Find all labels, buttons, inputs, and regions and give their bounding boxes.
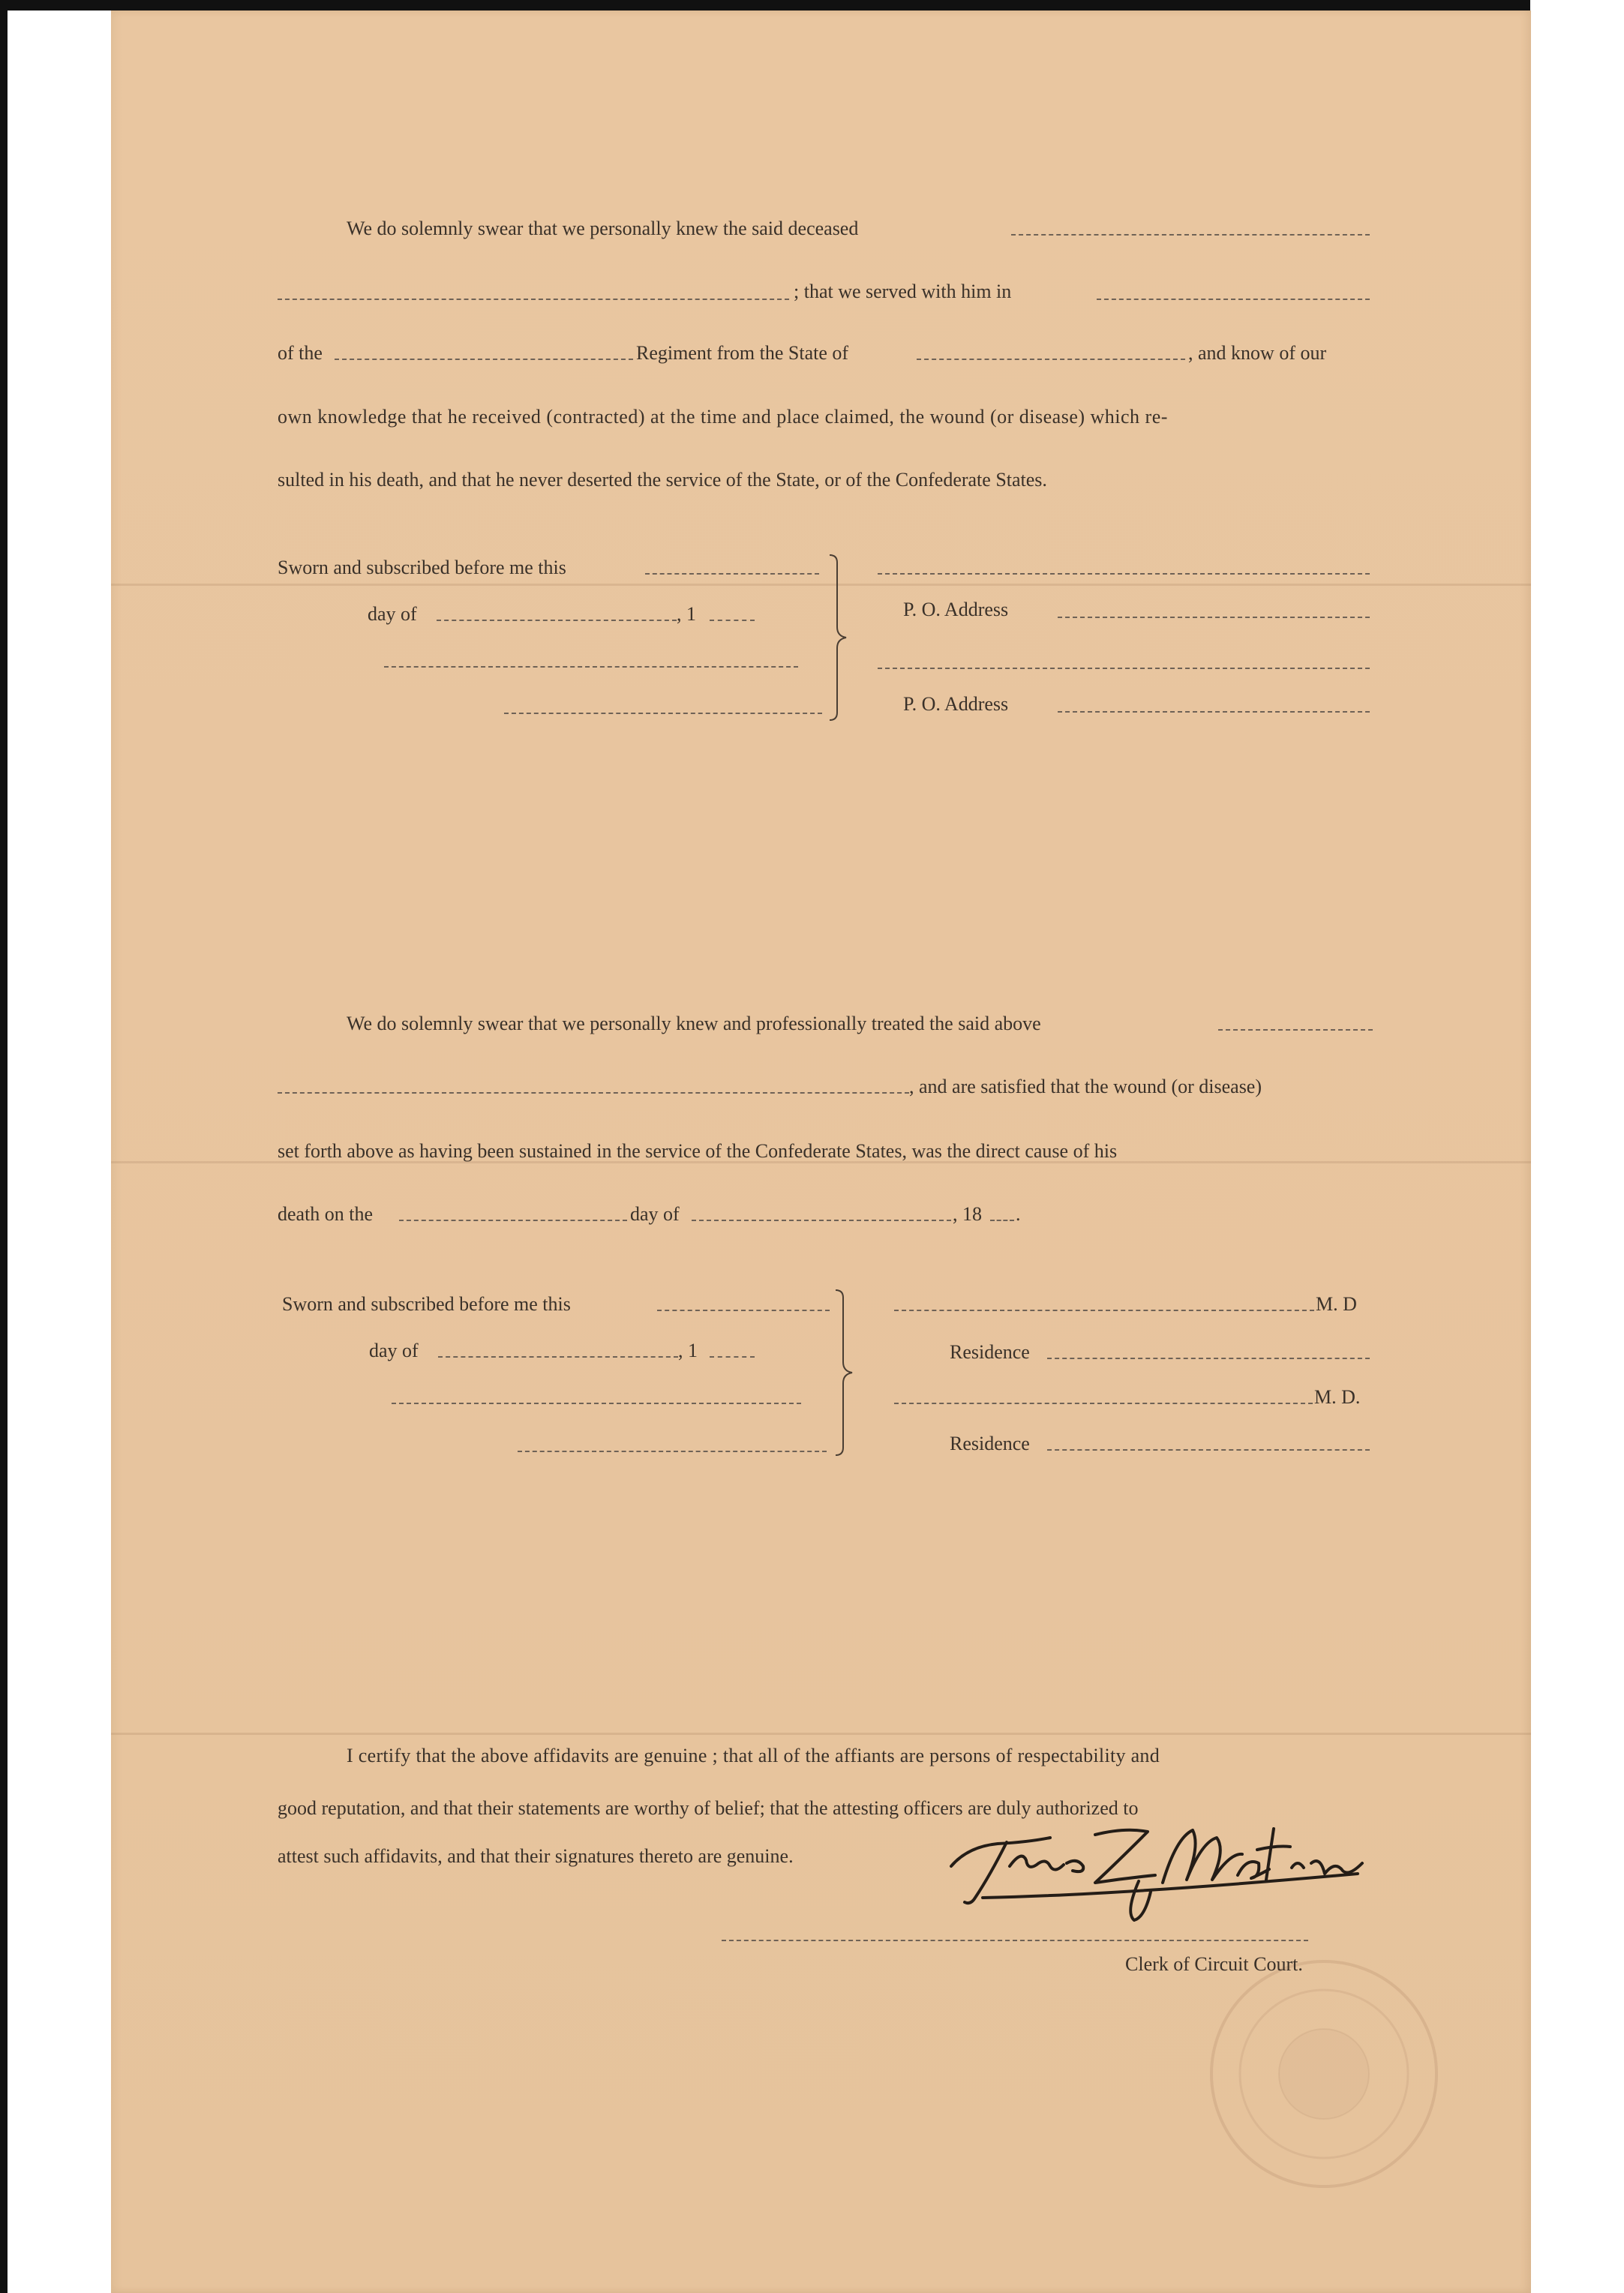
affidavit1-line3-a: of the xyxy=(278,342,323,364)
signature-text: Thos Z Martin xyxy=(938,1785,942,1786)
blank-physician1-sig xyxy=(894,1310,1314,1311)
affidavit2-line4-d: . xyxy=(1016,1203,1021,1225)
certificate-line2: good reputation, and that their statements are worthy of belief; that the attesting officers are duly authorized to xyxy=(278,1797,1139,1819)
blank-jurat2-year xyxy=(710,1356,755,1358)
affidavit2-line1: We do solemnly swear that we personally knew and professionally treated the said above xyxy=(347,1013,1041,1034)
court-seal xyxy=(1200,1950,1448,2198)
blank-jurat2-day xyxy=(657,1310,830,1311)
affidavit1-line2: ; that we served with him in xyxy=(794,281,1012,302)
blank-affiant1-sig xyxy=(878,573,1370,575)
scan-frame-top xyxy=(0,0,1530,11)
blank-jurat1-year xyxy=(710,620,755,621)
blank-jurat1-officer-title xyxy=(504,713,822,714)
blank-clerk-line xyxy=(722,1940,1308,1941)
affidavit2-line2: , and are satisfied that the wound (or disease) xyxy=(909,1076,1262,1097)
blank-company xyxy=(1097,299,1370,300)
physician1-residence-label: Residence xyxy=(950,1341,1030,1363)
physician1-md: M. D xyxy=(1316,1293,1357,1315)
blank-patient-name-cont xyxy=(278,1092,909,1094)
blank-death-month xyxy=(692,1220,951,1221)
affidavit1-line3-c: , and know of our xyxy=(1188,342,1327,364)
fold-line xyxy=(111,1733,1531,1735)
blank-death-year xyxy=(990,1220,1014,1221)
jurat2-dayof: day of xyxy=(369,1340,419,1361)
affidavit1-line5: sulted in his death, and that he never deserted the service of the State, or of the Confederate States. xyxy=(278,469,1047,491)
jurat2-comma: , 1 xyxy=(678,1340,698,1361)
blank-jurat2-officer-sig xyxy=(392,1403,801,1404)
clerk-title: Clerk of Circuit Court. xyxy=(1125,1953,1303,1975)
affidavit2-line4-b: day of xyxy=(630,1203,680,1225)
jurat1-brace xyxy=(825,554,855,723)
blank-physician1-residence xyxy=(1047,1358,1370,1359)
affiant1-po-label: P. O. Address xyxy=(903,599,1009,620)
jurat2-brace xyxy=(831,1289,861,1458)
physician2-residence-label: Residence xyxy=(950,1433,1030,1454)
blank-deceased-name xyxy=(1011,234,1370,236)
affidavit2-line4-a: death on the xyxy=(278,1203,374,1225)
affidavit1-line3-b: Regiment from the State of xyxy=(636,342,849,364)
jurat2-sworn: Sworn and subscribed before me this xyxy=(282,1293,571,1315)
physician2-md: M. D. xyxy=(1314,1386,1361,1408)
blank-affiant2-sig xyxy=(878,668,1370,669)
blank-jurat1-officer-sig xyxy=(384,666,798,668)
certificate-line1: I certify that the above affidavits are genuine ; that all of the affiants are persons of respectability and xyxy=(347,1745,1160,1766)
blank-jurat1-day xyxy=(645,573,819,575)
blank-deceased-name-cont xyxy=(278,299,789,300)
affiant2-po-label: P. O. Address xyxy=(903,693,1009,715)
affidavit1-line4: own knowledge that he received (contracted) at the time and place claimed, the wound (or disease) which re- xyxy=(278,406,1168,428)
affidavit2-line4-c: , 18 xyxy=(953,1203,982,1225)
certificate-line3: attest such affidavits, and that their signatures thereto are genuine. xyxy=(278,1845,794,1867)
blank-regiment xyxy=(335,359,633,360)
blank-affiant2-po xyxy=(1058,711,1370,713)
blank-patient-name xyxy=(1218,1029,1373,1031)
blank-state xyxy=(917,359,1185,360)
jurat1-sworn: Sworn and subscribed before me this xyxy=(278,557,566,578)
blank-death-day xyxy=(399,1220,627,1221)
blank-jurat2-officer-title xyxy=(518,1451,827,1452)
jurat1-dayof: day of xyxy=(368,603,417,625)
affidavit2-line3: set forth above as having been sustained in the service of the Confederate States, was the direct cause of his xyxy=(278,1140,1118,1162)
blank-physician2-residence xyxy=(1047,1449,1370,1451)
blank-physician2-sig xyxy=(894,1403,1313,1404)
affidavit1-line1: We do solemnly swear that we personally knew the said deceased xyxy=(347,218,859,239)
jurat1-comma: , 1 xyxy=(677,603,696,625)
blank-jurat2-month xyxy=(438,1356,678,1358)
blank-affiant1-po xyxy=(1058,617,1370,618)
fold-line xyxy=(111,584,1531,586)
blank-jurat1-month xyxy=(437,620,677,621)
scan-frame-left xyxy=(0,0,8,2293)
clerk-signature xyxy=(938,1785,1373,1928)
